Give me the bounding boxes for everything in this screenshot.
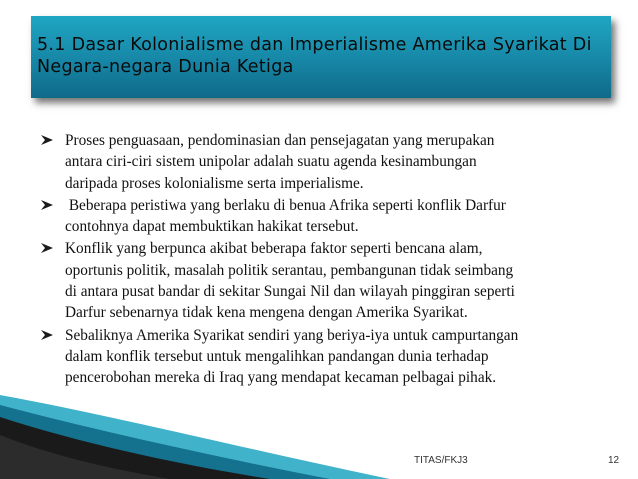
bullet-line: Konflik yang berpunca akibat beberapa faktor seperti bencana alam, — [65, 240, 483, 258]
bullet-line: pencerobohan mereka di Iraq yang mendapat kecaman pelbagai pihak. — [65, 369, 497, 387]
bullet-item — [40, 130, 610, 194]
bullet-line: contohnya dapat membuktikan hakikat tersebut. — [65, 218, 359, 236]
decorative-swoosh — [0, 395, 638, 479]
bullet-item — [40, 195, 610, 238]
bullet-line: Sebaliknya Amerika Syarikat sendiri yang beriya-iya untuk campurtangan — [65, 326, 519, 344]
slide-title — [37, 34, 597, 78]
bullet-item — [40, 238, 610, 323]
bullet-line: antara ciri-ciri sistem unipolar adalah suatu agenda kesinambungan — [65, 153, 477, 171]
arrow-bullet-icon — [40, 242, 54, 254]
title-line: 5.1 Dasar Kolonialisme dan Imperialisme Amerika Syarikat Di — [37, 35, 592, 55]
bullet-line: Darfur sebenarnya tidak kena mengena dengan Amerika Syarikat. — [65, 304, 468, 322]
bullet-item — [40, 325, 610, 389]
arrow-bullet-icon — [40, 329, 54, 341]
bullet-list — [40, 130, 610, 390]
bullet-line: di antara pusat bandar di sekitar Sungai Nil dan wilayah pinggiran seperti — [65, 283, 515, 301]
page-number: 12 — [608, 455, 620, 466]
bullet-line: Proses penguasaan, pendominasian dan pensejagatan yang merupakan — [65, 132, 495, 149]
title-line: Negara-negara Dunia Ketiga — [37, 57, 294, 77]
footer-text: TITAS/FKJ3 — [414, 455, 468, 466]
bullet-line: daripada proses kolonialisme serta imperialisme. — [65, 174, 364, 192]
arrow-bullet-icon — [40, 199, 54, 211]
arrow-bullet-icon — [40, 134, 54, 146]
bullet-line: dalam konflik tersebut untuk mengalihkan pandangan dunia terhadap — [65, 347, 489, 365]
bullet-line: oportunis politik, masalah politik serantau, pembangunan tidak seimbang — [65, 261, 514, 279]
bullet-line: Beberapa peristiwa yang berlaku di benua Afrika seperti konflik Darfur — [65, 196, 506, 214]
